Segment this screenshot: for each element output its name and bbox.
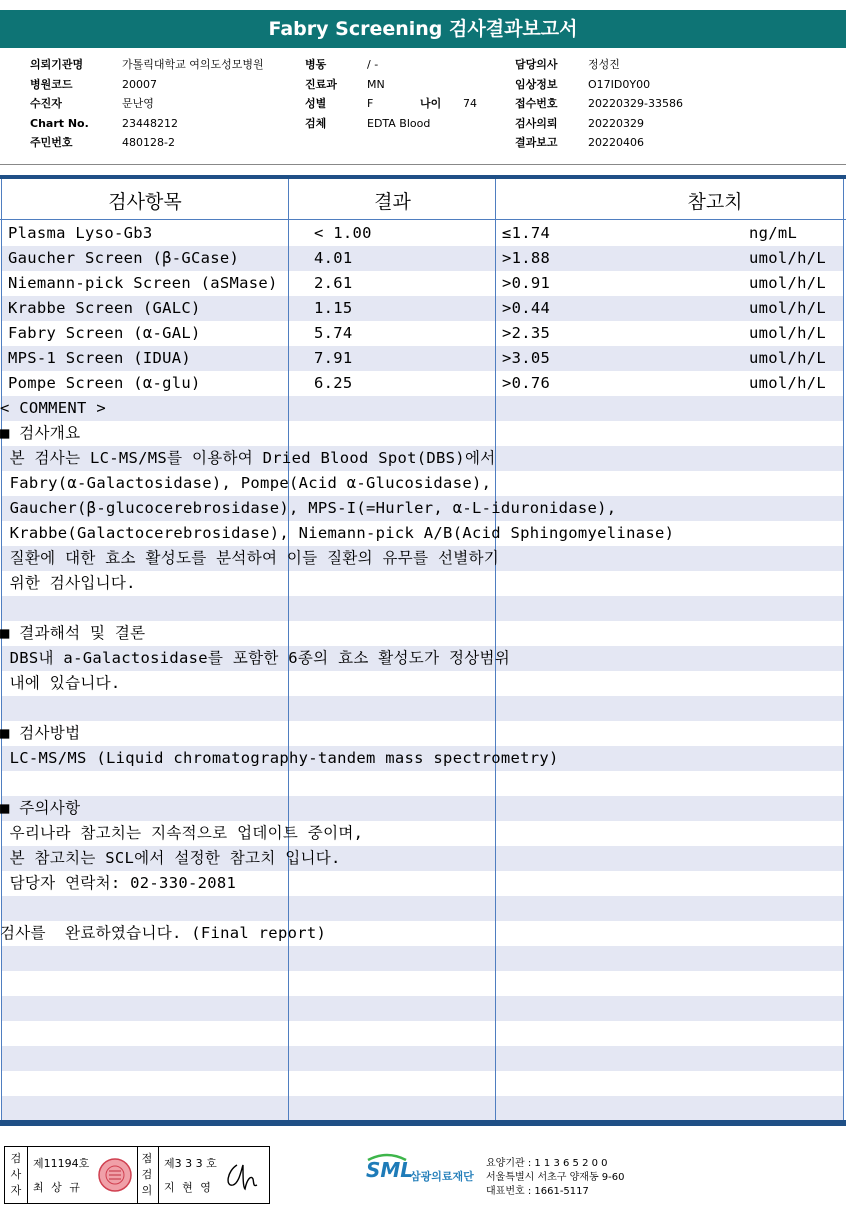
header-divider xyxy=(0,219,846,220)
info-label: 수진자 xyxy=(30,97,62,110)
age-value: 74 xyxy=(463,97,477,110)
info-value: / - xyxy=(367,58,379,71)
row-stripe xyxy=(2,1046,844,1071)
test-result: 7.91 xyxy=(314,349,353,367)
row-stripe xyxy=(2,796,844,821)
final-report-note: 검사를 완료하였습니다. (Final report) xyxy=(0,924,327,942)
comment-line: DBS내 a-Galactosidase를 포함한 6종의 효소 활성도가 정상범위 xyxy=(0,649,511,667)
reference-value: >0.44 xyxy=(502,299,551,317)
unit: umol/h/L xyxy=(749,249,827,267)
unit: umol/h/L xyxy=(749,324,827,342)
test-result: 6.25 xyxy=(314,374,353,392)
info-value: MN xyxy=(367,77,385,91)
comment-line: 내에 있습니다. xyxy=(0,674,121,692)
org-phone: 대표번호 : 1661-5117 xyxy=(486,1186,589,1197)
box-divider xyxy=(27,1147,28,1203)
examiner-label: 검사자 xyxy=(10,1152,22,1197)
section-heading: ■ 결과해석 및 결론 xyxy=(0,624,146,642)
comment-line: 위한 검사입니다. xyxy=(0,574,136,592)
info-label: 주민번호 xyxy=(30,136,73,149)
unit: umol/h/L xyxy=(749,349,827,367)
examiner-number: 제11194호 xyxy=(33,1157,90,1170)
info-value: 20220329-33586 xyxy=(588,97,683,110)
row-stripe xyxy=(2,996,844,1021)
comment-header: < COMMENT > xyxy=(0,399,106,417)
reference-value: >1.88 xyxy=(502,249,551,267)
info-value: 480128-2 xyxy=(122,136,175,149)
test-item: Krabbe Screen (GALC) xyxy=(8,299,201,317)
info-value: 20007 xyxy=(122,77,157,91)
reference-value: >3.05 xyxy=(502,349,551,367)
info-value: 23448212 xyxy=(122,116,178,130)
header-result: 결과 xyxy=(374,191,411,213)
info-label: Chart No. xyxy=(30,116,89,130)
test-item: MPS-1 Screen (IDUA) xyxy=(8,349,192,367)
row-stripe xyxy=(2,896,844,921)
info-label: 성별 xyxy=(305,97,327,110)
header-reference: 참고치 xyxy=(687,191,743,213)
comment-line: 우리나라 참고치는 지속적으로 업데이트 중이며, xyxy=(0,824,364,842)
checker-number: 제3 3 3 호 xyxy=(164,1157,217,1170)
test-item: Pompe Screen (α-glu) xyxy=(8,374,201,392)
info-label: 검체 xyxy=(305,116,327,130)
info-value: 정성진 xyxy=(588,58,620,71)
examiner-name: 최 상 규 xyxy=(33,1181,82,1194)
seal-stamp-icon xyxy=(97,1157,133,1193)
test-item: Fabry Screen (α-GAL) xyxy=(8,324,201,342)
info-column-1 xyxy=(30,55,264,153)
info-label: 진료과 xyxy=(305,77,337,91)
row-stripe xyxy=(2,946,844,971)
info-column-2 xyxy=(305,55,477,133)
row-stripe xyxy=(2,1096,844,1120)
report-title: Fabry Screening 검사결과보고서 xyxy=(0,10,846,48)
info-label: 임상정보 xyxy=(515,77,558,91)
row-stripe xyxy=(2,696,844,721)
unit: ng/mL xyxy=(749,224,798,242)
unit: umol/h/L xyxy=(749,274,827,292)
column-divider xyxy=(843,179,844,1120)
signature-icon xyxy=(223,1157,263,1195)
info-label: 병동 xyxy=(305,58,327,71)
test-result: 5.74 xyxy=(314,324,353,342)
logo-mark: SML xyxy=(366,1158,414,1182)
box-divider xyxy=(158,1147,159,1203)
info-value: F xyxy=(367,97,374,110)
table-bottom-border xyxy=(0,1120,846,1126)
info-label: 접수번호 xyxy=(515,97,558,110)
info-divider xyxy=(0,164,846,165)
checker-label: 점검의 xyxy=(141,1152,153,1197)
info-label: 담당의사 xyxy=(515,58,558,71)
test-item: Niemann-pick Screen (aSMase) xyxy=(8,274,278,292)
logo-name: 삼광의료재단 xyxy=(410,1170,474,1183)
reference-value: >0.76 xyxy=(502,374,551,392)
test-result: < 1.00 xyxy=(314,224,372,242)
unit: umol/h/L xyxy=(749,374,827,392)
test-result: 2.61 xyxy=(314,274,353,292)
test-item: Gaucher Screen (β-GCase) xyxy=(8,249,240,267)
test-item: Plasma Lyso-Gb3 xyxy=(8,224,153,242)
checker-name: 지 현 영 xyxy=(164,1181,213,1194)
comment-line: 질환에 대한 효소 활성도를 분석하여 이들 질환의 유무를 선별하기 xyxy=(0,549,500,567)
org-address: 서울특별시 서초구 양재동 9-60 xyxy=(486,1172,625,1183)
row-stripe xyxy=(2,596,844,621)
info-column-3 xyxy=(515,55,683,153)
section-heading: ■ 주의사항 xyxy=(0,799,81,817)
comment-line: Fabry(α-Galactosidase), Pompe(Acid α-Glucosidase), xyxy=(0,474,492,492)
comment-line: LC-MS/MS (Liquid chromatography-tandem mass spectrometry) xyxy=(0,749,559,767)
info-label: 병원코드 xyxy=(30,77,73,91)
row-stripe xyxy=(2,396,844,421)
section-heading: ■ 검사방법 xyxy=(0,724,81,742)
info-value: 20220406 xyxy=(588,136,644,149)
unit: umol/h/L xyxy=(749,299,827,317)
comment-line: 본 참고치는 SCL에서 설정한 참고치 입니다. xyxy=(0,849,341,867)
test-result: 1.15 xyxy=(314,299,353,317)
comment-line: Gaucher(β-glucocerebrosidase), MPS-I(=Hurler, α-L-iduronidase), xyxy=(0,499,617,517)
info-value: 20220329 xyxy=(588,116,644,130)
comment-line: 담당자 연락처: 02-330-2081 xyxy=(0,874,237,892)
org-code: 요양기관 : 1 1 3 6 5 2 0 0 xyxy=(486,1158,608,1169)
comment-line: 본 검사는 LC-MS/MS를 이용하여 Dried Blood Spot(DBS)에서 xyxy=(0,449,496,467)
info-label: 의뢰기관명 xyxy=(30,58,84,71)
section-heading: ■ 검사개요 xyxy=(0,424,81,442)
header-test-item: 검사항목 xyxy=(108,191,182,213)
info-value: O17ID0Y00 xyxy=(588,77,651,91)
organization-info xyxy=(486,1157,625,1199)
test-result: 4.01 xyxy=(314,249,353,267)
signature-box xyxy=(4,1146,270,1204)
info-label: 결과보고 xyxy=(515,136,558,149)
reference-value: ≤1.74 xyxy=(502,224,551,242)
info-value: 가톨릭대학교 여의도성모병원 xyxy=(122,58,264,71)
info-label: 검사의뢰 xyxy=(515,116,558,130)
info-value: EDTA Blood xyxy=(367,116,431,130)
info-value: 문난영 xyxy=(122,97,154,110)
age-label: 나이 xyxy=(420,97,442,110)
box-divider xyxy=(137,1147,138,1203)
reference-value: >0.91 xyxy=(502,274,551,292)
reference-value: >2.35 xyxy=(502,324,551,342)
comment-line: Krabbe(Galactocerebrosidase), Niemann-pick A/B(Acid Sphingomyelinase) xyxy=(0,524,675,542)
